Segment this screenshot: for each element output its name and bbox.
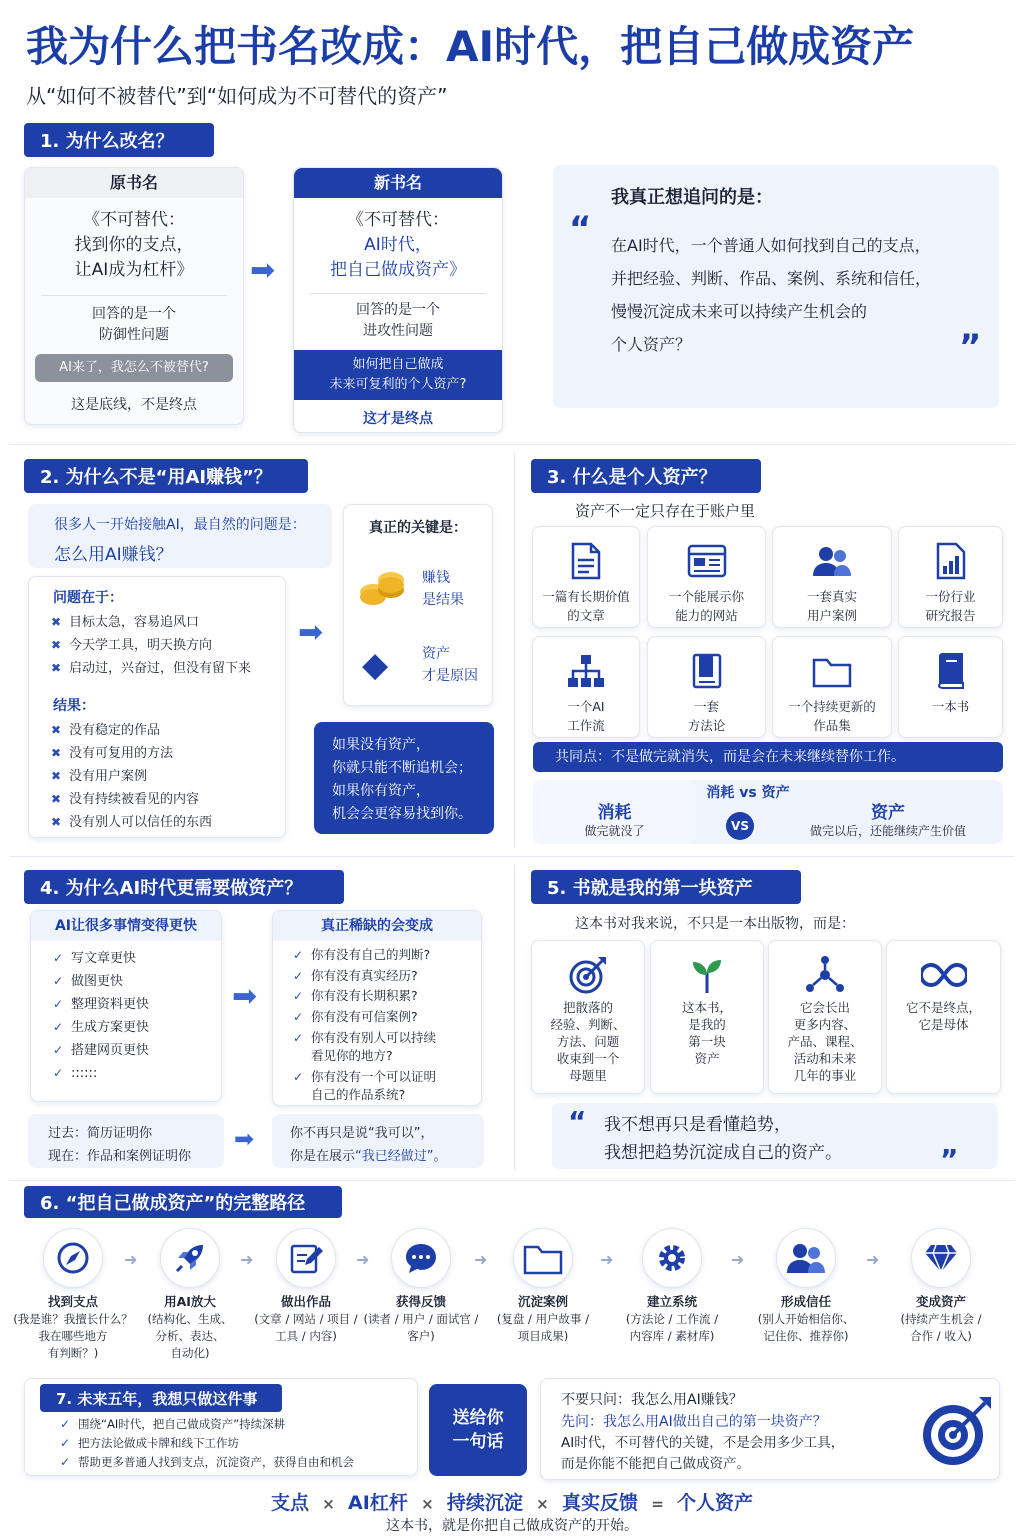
s2-intro bbox=[28, 504, 332, 568]
chevron-right-icon: ➜ bbox=[731, 1250, 745, 1269]
list-item: ✓ :::::: bbox=[53, 1062, 221, 1085]
check-icon: ✓ bbox=[293, 1009, 304, 1024]
list-item: ✓ 你有没有真实经历? bbox=[293, 966, 481, 987]
path-step-desc: (方法论 / 工作流 / 内容库 / 素材库) bbox=[625, 1312, 719, 1343]
folder-icon bbox=[513, 1228, 573, 1288]
gift-q2: 先问：我怎么用AI做出自己的第一块资产？ bbox=[561, 1414, 827, 1430]
asset-card bbox=[772, 526, 892, 628]
list-item: ✓ 你有没有一个可以证明 自己的作品系统? bbox=[293, 1069, 437, 1102]
coins-icon bbox=[360, 567, 406, 607]
report-icon bbox=[899, 537, 1002, 585]
s2-key-card bbox=[343, 504, 493, 706]
check-icon: ✓ bbox=[60, 1455, 71, 1469]
s4-right-list bbox=[293, 945, 481, 1104]
folder-icon bbox=[773, 647, 891, 695]
new-title-card bbox=[293, 167, 503, 433]
book-role-label: 它不是终点， 它是母体 bbox=[905, 1000, 981, 1032]
s2-intro-line2: 怎么用AI赚钱？ bbox=[54, 545, 173, 565]
s3-common: 共同点：不是做完就消失，而是会在未来继续替你工作。 bbox=[533, 742, 1003, 772]
s3-subtitle: 资产不一定只存在于账户里 bbox=[575, 502, 756, 520]
list-item: ✓ 你有没有别人可以持续 看见你的地方? bbox=[293, 1030, 437, 1063]
book-role-card bbox=[650, 940, 764, 1094]
asset-desc: 做完以后，还能继续产生价值 bbox=[809, 824, 966, 838]
check-icon: ✓ bbox=[53, 997, 64, 1011]
list-item: ✓ 你有没有长期积累? bbox=[293, 986, 481, 1007]
core-question-heading: 我真正想追问的是： bbox=[611, 187, 773, 208]
say-line2: 你是在展示“我已经做过”。 bbox=[290, 1149, 447, 1164]
s2-conclusion: 如果没有资产， 你就只能不断追机会； 如果你有资产， 机会会更容易找到你。 bbox=[314, 722, 494, 834]
list-item: ✓ 你有没有自己的判断? bbox=[293, 945, 481, 966]
path-step-desc: (别人开始相信你、 记住你、推荐你) bbox=[757, 1312, 855, 1343]
consume-desc: 做完就没了 bbox=[584, 824, 645, 838]
section-7-header: 7. 未来五年，我想只做这件事 bbox=[40, 1384, 282, 1412]
infinity-icon bbox=[887, 953, 1000, 997]
now-text: 现在：作品和案例证明你 bbox=[48, 1149, 192, 1164]
sprout-icon bbox=[651, 953, 763, 997]
workflow-icon bbox=[533, 647, 639, 695]
key-2: 资产 才是原因 bbox=[422, 646, 478, 684]
s4-right-label: 真正稀缺的会变成 bbox=[273, 911, 481, 941]
core-question-card bbox=[553, 165, 999, 408]
chevron-right-icon: ➜ bbox=[474, 1250, 488, 1269]
arrow-right-icon: ➡ bbox=[250, 253, 276, 288]
new-question-pill: 如何把自己做成 未来可复利的个人资产? bbox=[294, 350, 502, 400]
s7-list bbox=[60, 1415, 354, 1472]
cross-icon: ✖ bbox=[51, 815, 62, 829]
website-icon bbox=[648, 537, 765, 585]
target-icon bbox=[532, 953, 644, 997]
s5-quote-text: 我不想再只是看懂趋势， 我想把趋势沉淀成自己的资产。 bbox=[604, 1115, 842, 1163]
book-open-icon bbox=[648, 647, 765, 695]
book-role-label: 这本书， 是我的 第一块 资产 bbox=[681, 1000, 732, 1066]
list-item: ✓ 写文章更快 bbox=[53, 947, 221, 970]
asset-card-label: 一套 方法论 bbox=[687, 699, 726, 733]
key-label: 真正的关键是： bbox=[369, 520, 467, 536]
s5-subtitle: 这本书对我来说，不只是一本出版物，而是： bbox=[575, 916, 855, 932]
old-answer: 回答的是一个 防御性问题 bbox=[92, 306, 176, 343]
asset-card bbox=[647, 526, 766, 628]
asset-card-label: 一个持续更新的 作品集 bbox=[788, 699, 876, 733]
old-book-title: 《不可替代： 找到你的支点， 让AI成为杠杆》 bbox=[74, 210, 194, 280]
edit-icon bbox=[276, 1228, 336, 1288]
diamond-icon: ◆ bbox=[362, 645, 389, 685]
quote-close-icon: ” bbox=[940, 1143, 959, 1176]
list-item: ✖ 没有用户案例 bbox=[51, 765, 212, 788]
asset-card bbox=[898, 526, 1003, 628]
new-book-title-2: AI时代， 把自己做成资产》 bbox=[330, 235, 466, 280]
chevron-right-icon: ➜ bbox=[600, 1250, 614, 1269]
list-item: ✓ 生成方案更快 bbox=[53, 1016, 221, 1039]
chevron-right-icon: ➜ bbox=[240, 1250, 254, 1269]
list-item: ✖ 没有可复用的方法 bbox=[51, 742, 212, 765]
check-icon: ✓ bbox=[293, 948, 304, 962]
check-icon: ✓ bbox=[293, 1031, 304, 1045]
check-icon: ✓ bbox=[53, 1043, 64, 1057]
arrow-right-icon: ➡ bbox=[232, 979, 258, 1014]
path-step-title: 沉淀案例 bbox=[517, 1294, 568, 1309]
asset-card-label: 一篇有长期价值 的文章 bbox=[542, 589, 630, 623]
vs-title: 消耗 vs 资产 bbox=[706, 785, 790, 801]
chevron-right-icon: ➜ bbox=[124, 1250, 138, 1269]
path-step-desc: (文章 / 网站 / 项目 / 工具 / 内容) bbox=[254, 1312, 358, 1343]
asset-card-label: 一本书 bbox=[931, 699, 970, 714]
book-role-card bbox=[531, 940, 645, 1094]
quote-close-icon: ” bbox=[959, 327, 982, 367]
path-step-title: 找到支点 bbox=[47, 1294, 98, 1309]
section-1-header: 1. 为什么改名？ bbox=[24, 123, 214, 157]
s4-left-card bbox=[30, 910, 222, 1102]
gift-q1: 不要只问：我怎么用AI赚钱？ bbox=[561, 1392, 743, 1408]
path-step-title: 获得反馈 bbox=[395, 1294, 446, 1309]
s4-left-list bbox=[53, 947, 221, 1085]
list-item: ✖ 目标太急，容易追风口 bbox=[51, 611, 251, 634]
path-step-title: 建立系统 bbox=[646, 1294, 697, 1309]
chevron-right-icon: ➜ bbox=[866, 1250, 880, 1269]
new-answer: 回答的是一个 进攻性问题 bbox=[356, 302, 440, 339]
diamond-icon bbox=[911, 1228, 971, 1288]
page-subtitle: 从“如何不被替代”到“如何成为不可替代的资产” bbox=[26, 84, 448, 108]
s2-problems-card bbox=[28, 576, 286, 838]
list-item: ✖ 没有稳定的作品 bbox=[51, 719, 212, 742]
asset-card bbox=[532, 636, 640, 738]
document-icon bbox=[533, 537, 639, 585]
list-item: ✓ 搭建网页更快 bbox=[53, 1039, 221, 1062]
book-role-card bbox=[886, 940, 1001, 1094]
problem-label: 问题在于： bbox=[53, 590, 123, 606]
asset-card bbox=[647, 636, 766, 738]
book-role-label: 它会长出 更多内容、 产品、课程、 活动和未来 几年的事业 bbox=[787, 1000, 863, 1083]
cross-icon: ✖ bbox=[51, 723, 62, 737]
list-item: ✓ 围绕“AI时代，把自己做成资产”持续深耕 bbox=[60, 1415, 354, 1434]
rocket-icon bbox=[160, 1228, 220, 1288]
check-icon: ✓ bbox=[60, 1417, 71, 1431]
cross-icon: ✖ bbox=[51, 638, 62, 652]
new-foot: 这才是终点 bbox=[363, 411, 433, 427]
s5-quote bbox=[552, 1103, 998, 1176]
old-title-label: 原书名 bbox=[25, 168, 243, 198]
path-step-desc: (复盘 / 用户故事 / 项目成果) bbox=[496, 1312, 590, 1343]
network-icon bbox=[769, 953, 881, 997]
list-item: ✖ 没有持续被看见的内容 bbox=[51, 788, 212, 811]
quote-open-icon: “ bbox=[569, 209, 592, 249]
users-icon bbox=[776, 1228, 836, 1288]
s4-left-label: AI让很多事情变得更快 bbox=[31, 911, 221, 941]
old-title-card bbox=[24, 167, 244, 425]
key-1: 赚钱 是结果 bbox=[422, 570, 464, 608]
gift-q3: AI时代，不可替代的关键，不是会用多少工具， 而是你能不能把自己做成资产。 bbox=[561, 1435, 845, 1472]
section-3-header: 3. 什么是个人资产？ bbox=[531, 459, 761, 493]
compass-icon bbox=[43, 1228, 103, 1288]
path-step-desc: (我是谁？我擅长什么？ 我在哪些地方 有判断？) bbox=[13, 1312, 133, 1360]
arrow-right-icon: ➡ bbox=[298, 615, 324, 650]
chat-icon bbox=[391, 1228, 451, 1288]
arrow-right-icon: ➡ bbox=[234, 1125, 255, 1153]
check-icon: ✓ bbox=[53, 951, 64, 965]
cross-icon: ✖ bbox=[51, 615, 62, 629]
users-icon bbox=[773, 537, 891, 585]
s4-right-card bbox=[272, 910, 482, 1106]
cross-icon: ✖ bbox=[51, 769, 62, 783]
section-4-header: 4. 为什么AI时代更需要做资产？ bbox=[24, 870, 344, 904]
consume-vs-asset bbox=[533, 780, 1003, 844]
quote-open-icon: “ bbox=[568, 1105, 587, 1138]
list-item: ✖ 启动过，兴奋过，但没有留下来 bbox=[51, 657, 251, 680]
path-step-desc: (持续产生机会 / 合作 / 收入) bbox=[900, 1312, 982, 1343]
asset-card-label: 一份行业 研究报告 bbox=[925, 589, 976, 623]
book-role-label: 把散落的 经验、判断、 方法、问题 收束到一个 母题里 bbox=[550, 1000, 626, 1083]
cross-icon: ✖ bbox=[51, 746, 62, 760]
book-icon bbox=[899, 647, 1002, 695]
show-box bbox=[272, 1114, 484, 1168]
asset-card-label: 一个AI 工作流 bbox=[567, 699, 605, 733]
check-icon: ✓ bbox=[60, 1436, 71, 1450]
cross-icon: ✖ bbox=[51, 661, 62, 675]
result-label: 结果： bbox=[53, 698, 95, 714]
path-step-title: 形成信任 bbox=[780, 1294, 831, 1309]
list-item: ✓ 帮助更多普通人找到支点，沉淀资产，获得自由和机会 bbox=[60, 1453, 354, 1472]
path-step-title: 变成资产 bbox=[915, 1294, 966, 1309]
path-step-title: 用AI放大 bbox=[164, 1294, 216, 1309]
asset-card-label: 一个能展示你 能力的网站 bbox=[668, 589, 744, 623]
page-title: 我为什么把书名改成：AI时代，把自己做成资产 bbox=[26, 22, 915, 71]
formula: 支点 × AI杠杆 × 持续沉淀 × 真实反馈 = 个人资产 bbox=[270, 1492, 754, 1514]
asset-card bbox=[772, 636, 892, 738]
list-item: ✓ 你有没有可信案例? bbox=[293, 1007, 481, 1028]
say-line1: 你不再只是说“我可以”， bbox=[290, 1126, 434, 1141]
asset-card bbox=[898, 636, 1003, 738]
new-title-label: 新书名 bbox=[294, 168, 502, 198]
list-item: ✓ 整理资料更快 bbox=[53, 993, 221, 1016]
asset-card-label: 一套真实 用户案例 bbox=[806, 589, 857, 623]
new-book-title-1: 《不可替代： bbox=[347, 210, 449, 230]
check-icon: ✓ bbox=[293, 989, 304, 1003]
footer-text: 这本书，就是你把自己做成资产的开始。 bbox=[386, 1518, 638, 1534]
check-icon: ✓ bbox=[53, 1020, 64, 1034]
list-item: ✓ 做图更快 bbox=[53, 970, 221, 993]
section-6-header: 6. “把自己做成资产”的完整路径 bbox=[24, 1186, 342, 1218]
section-5-header: 5. 书就是我的第一块资产 bbox=[531, 870, 801, 904]
book-role-card bbox=[768, 940, 882, 1094]
path-step-desc: (结构化、生成、 分析、表达、 自动化) bbox=[147, 1312, 233, 1360]
past-now-box bbox=[28, 1114, 224, 1168]
gift-box: 送给你 一句话 bbox=[429, 1384, 527, 1476]
chevron-right-icon: ➜ bbox=[356, 1250, 370, 1269]
path-step-desc: (读者 / 用户 / 面试官 / 客户) bbox=[363, 1312, 479, 1343]
old-foot: 这是底线，不是终点 bbox=[71, 397, 197, 413]
check-icon: ✓ bbox=[53, 974, 64, 988]
path-step-title: 做出作品 bbox=[280, 1294, 331, 1309]
result-list bbox=[51, 719, 212, 834]
consume-label: 消耗 bbox=[597, 803, 632, 823]
gift-message-card bbox=[540, 1378, 1000, 1480]
core-question-text: 在AI时代，一个普通人如何找到自己的支点， 并把经验、判断、作品、案例、系统和信任， 慢慢沉淀成未来可以持续产生机会的 个人资产？ bbox=[611, 236, 932, 354]
asset-label: 资产 bbox=[871, 803, 905, 823]
check-icon: ✓ bbox=[293, 1070, 304, 1084]
past-text: 过去：简历证明你 bbox=[48, 1126, 153, 1141]
check-icon: ✓ bbox=[293, 968, 304, 983]
cross-icon: ✖ bbox=[51, 792, 62, 806]
list-item: ✖ 今天学工具，明天换方向 bbox=[51, 634, 251, 657]
target-icon bbox=[919, 1393, 995, 1469]
asset-card bbox=[532, 526, 640, 628]
list-item: ✓ 把方法论做成卡牌和线下工作坊 bbox=[60, 1434, 354, 1453]
check-icon: ✓ bbox=[53, 1066, 64, 1080]
problem-list bbox=[51, 611, 251, 680]
old-question-pill: AI来了，我怎么不被替代? bbox=[35, 354, 233, 382]
gear-icon bbox=[642, 1228, 702, 1288]
list-item: ✖ 没有别人可以信任的东西 bbox=[51, 811, 212, 834]
s2-intro-line1: 很多人一开始接触AI，最自然的问题是： bbox=[54, 517, 306, 533]
section-2-header: 2. 为什么不是“用AI赚钱”？ bbox=[24, 459, 308, 493]
vs-badge: VS bbox=[726, 812, 754, 840]
